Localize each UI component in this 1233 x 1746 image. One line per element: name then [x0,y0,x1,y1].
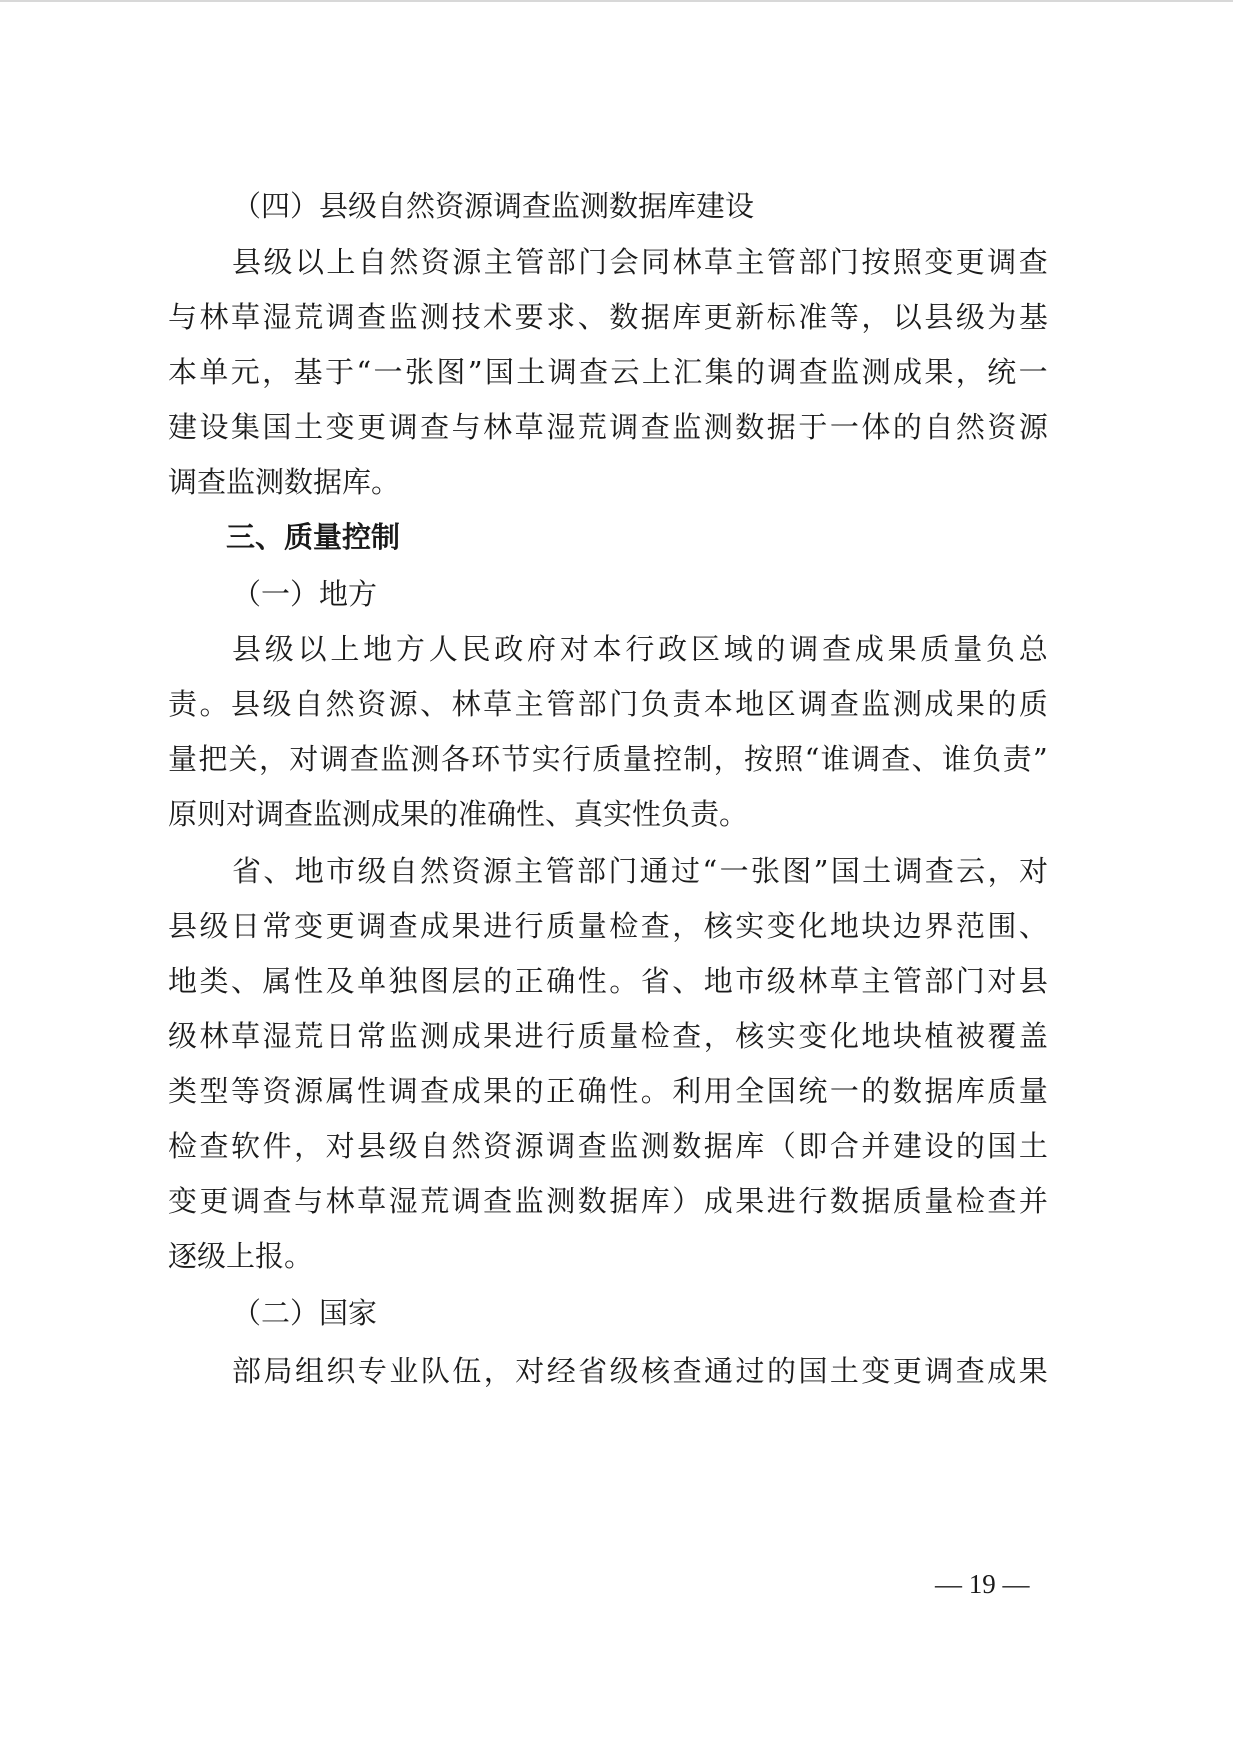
paragraph-line: 县 级 日 常 变 更 调 查 成 果 进 行 质 量 检 查 ， 核 实 变 化 地 块 边 界 范 围 、 [168,909,1048,943]
paragraph-line: 本 单 元 ， 基 于 “ 一 张 图 ” 国 土 调 查 云 上 汇 集 的 调 查 监 测 成 果 ， 统 一 [168,355,1048,389]
chapter-heading-3: 三、质量控制 [226,520,401,554]
subsection-heading-2: （二）国家 [232,1296,378,1330]
section-heading-4: （四）县级自然资源调查监测数据库建设 [232,189,755,223]
page-number: — 19 — [935,1569,1030,1599]
paragraph-line: 地 类 、 属 性 及 单 独 图 层 的 正 确 性 。 省 、 地 市 级 林 草 主 管 部 门 对 县 [168,964,1048,998]
paragraph-line: 量 把 关 ， 对 调 查 监 测 各 环 节 实 行 质 量 控 制 ， 按 照 “ 谁 调 查 、 谁 负 责 ” [168,742,1048,776]
paragraph-line: 逐级上报。 [168,1239,314,1273]
paragraph-line: 检 查 软 件 ， 对 县 级 自 然 资 源 调 查 监 测 数 据 库 （ 即 合 并 建 设 的 国 土 [168,1129,1048,1163]
paragraph-line: 原则对调查监测成果的准确性、真实性负责。 [168,797,749,831]
paragraph-line: 调查监测数据库。 [168,465,401,499]
paragraph-line: 部 局 组 织 专 业 队 伍 ， 对 经 省 级 核 查 通 过 的 国 土 变 更 调 查 成 果 [232,1354,1048,1388]
subsection-heading-1: （一）地方 [232,577,378,611]
paragraph-line: 级 林 草 湿 荒 日 常 监 测 成 果 进 行 质 量 检 查 ， 核 实 变 化 地 块 植 被 覆 盖 [168,1019,1048,1053]
paragraph-line: 变 更 调 查 与 林 草 湿 荒 调 查 监 测 数 据 库 ） 成 果 进 行 数 据 质 量 检 查 并 [168,1184,1048,1218]
paragraph-line: 与 林 草 湿 荒 调 查 监 测 技 术 要 求 、 数 据 库 更 新 标 准 等 ， 以 县 级 为 基 [168,300,1048,334]
paragraph-line: 县 级 以 上 地 方 人 民 政 府 对 本 行 政 区 域 的 调 查 成 果 质 量 负 总 [232,632,1048,666]
paragraph-line: 省 、 地 市 级 自 然 资 源 主 管 部 门 通 过 “ 一 张 图 ” 国 土 调 查 云 ， 对 [232,854,1048,888]
paragraph-line: 县 级 以 上 自 然 资 源 主 管 部 门 会 同 林 草 主 管 部 门 按 照 变 更 调 查 [232,245,1048,279]
paragraph-line: 类 型 等 资 源 属 性 调 查 成 果 的 正 确 性 。 利 用 全 国 统 一 的 数 据 库 质 量 [168,1074,1048,1108]
paragraph-line: 责 。 县 级 自 然 资 源 、 林 草 主 管 部 门 负 责 本 地 区 调 查 监 测 成 果 的 质 [168,687,1048,721]
scan-top-edge [0,0,1233,2]
paragraph-line: 建 设 集 国 土 变 更 调 查 与 林 草 湿 荒 调 查 监 测 数 据 于 一 体 的 自 然 资 源 [168,410,1048,444]
